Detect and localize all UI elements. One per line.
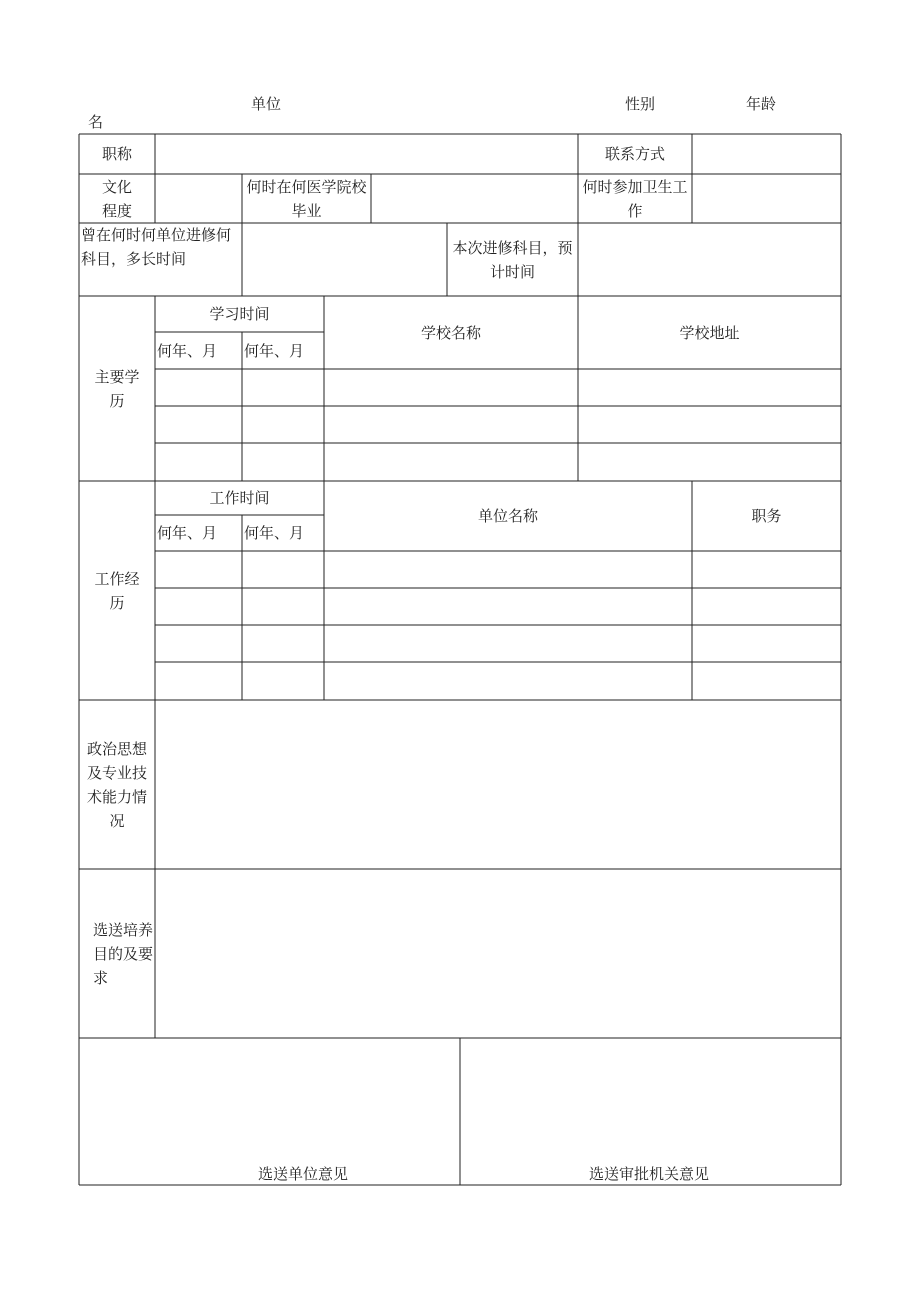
study-time-header — [155, 296, 324, 332]
study-from-header — [155, 332, 242, 369]
join-health-work-field[interactable] — [693, 175, 840, 222]
current-study-line-2: 计时间 — [489, 262, 535, 281]
school-name-header-text: 学校名称 — [420, 323, 481, 342]
education-level-label — [79, 174, 155, 223]
training-purpose-line-3: 求 — [93, 968, 109, 987]
graduation-line-2: 毕业 — [291, 201, 322, 220]
study-to-header — [242, 332, 324, 369]
work-row-1[interactable] — [156, 552, 840, 587]
education-level-line-2: 程度 — [101, 201, 132, 220]
political-ability-label — [79, 700, 155, 869]
work-from-header — [155, 515, 242, 551]
political-ability-line-2: 及专业技 — [86, 763, 147, 782]
graduation-line-1: 何时在何医学院校 — [246, 177, 367, 196]
study-to-header-text: 何年、月 — [244, 341, 305, 360]
political-ability-line-1: 政治思想 — [86, 739, 147, 758]
work-time-header — [155, 481, 324, 515]
education-row-1[interactable] — [156, 370, 840, 405]
training-purpose-line-1: 选送培养 — [93, 920, 154, 939]
previous-study-field[interactable] — [243, 224, 446, 295]
school-name-header — [324, 296, 578, 369]
work-row-2[interactable] — [156, 589, 840, 624]
graduation-field[interactable] — [372, 175, 577, 222]
school-address-header-text: 学校地址 — [679, 323, 740, 342]
contact-label-text: 联系方式 — [604, 145, 665, 163]
approval-authority-opinion-field[interactable] — [461, 1039, 840, 1184]
current-study-label — [447, 223, 578, 296]
study-from-header-text: 何年、月 — [157, 341, 218, 360]
graduation-label — [242, 174, 371, 223]
work-section-line-1: 工作经 — [94, 569, 140, 588]
join-health-work-label — [578, 174, 692, 223]
gender-label: 性别 — [625, 95, 656, 113]
position-header-text: 职务 — [751, 507, 782, 525]
education-section-line-1: 主要学 — [94, 367, 140, 386]
unit-name-header-text: 单位名称 — [477, 507, 538, 525]
education-level-field[interactable] — [156, 175, 241, 222]
work-from-header-text: 何年、月 — [157, 524, 218, 542]
previous-study-line-2: 科目，多长时间 — [81, 250, 187, 268]
job-title-field[interactable] — [156, 135, 577, 173]
study-time-header-text: 学习时间 — [209, 305, 270, 323]
sending-unit-opinion-field[interactable] — [80, 1039, 459, 1184]
school-address-header — [578, 296, 841, 369]
unit-label: 单位 — [251, 95, 282, 113]
contact-field[interactable] — [693, 135, 840, 173]
training-purpose-line-2: 目的及要 — [93, 944, 154, 963]
education-row-2[interactable] — [156, 407, 840, 442]
political-ability-line-3: 术能力情 — [86, 787, 147, 806]
education-level-line-1: 文化 — [101, 177, 132, 196]
job-title-label-text: 职称 — [101, 145, 132, 163]
contact-label — [578, 134, 692, 174]
join-health-work-line-1: 何时参加卫生工 — [582, 177, 688, 196]
political-ability-field[interactable] — [156, 701, 840, 868]
work-row-3[interactable] — [156, 626, 840, 661]
education-section-label — [79, 296, 155, 481]
work-section-line-2: 历 — [109, 593, 125, 612]
work-to-header — [242, 515, 324, 551]
training-purpose-label — [79, 869, 155, 1038]
current-study-line-1: 本次进修科目，预 — [452, 238, 573, 257]
education-section-line-2: 历 — [109, 391, 125, 410]
previous-study-line-1: 曾在何时何单位进修何 — [81, 226, 232, 244]
sending-unit-opinion-label: 选送单位意见 — [258, 1165, 349, 1183]
current-study-field[interactable] — [579, 224, 840, 295]
job-title-label — [79, 134, 155, 174]
political-ability-line-4: 况 — [109, 811, 125, 830]
work-row-4[interactable] — [156, 663, 840, 699]
work-to-header-text: 何年、月 — [244, 524, 305, 542]
approval-authority-opinion-label: 选送审批机关意见 — [589, 1165, 710, 1183]
join-health-work-line-2: 作 — [627, 201, 643, 220]
work-time-header-text: 工作时间 — [209, 489, 270, 507]
previous-study-label — [79, 223, 242, 296]
training-purpose-field[interactable] — [156, 870, 840, 1037]
position-header — [692, 481, 841, 551]
age-label: 年龄 — [746, 95, 777, 113]
unit-name-header — [324, 481, 692, 551]
education-row-3[interactable] — [156, 444, 840, 480]
work-section-label — [79, 481, 155, 700]
name-label: 名 — [88, 113, 104, 131]
